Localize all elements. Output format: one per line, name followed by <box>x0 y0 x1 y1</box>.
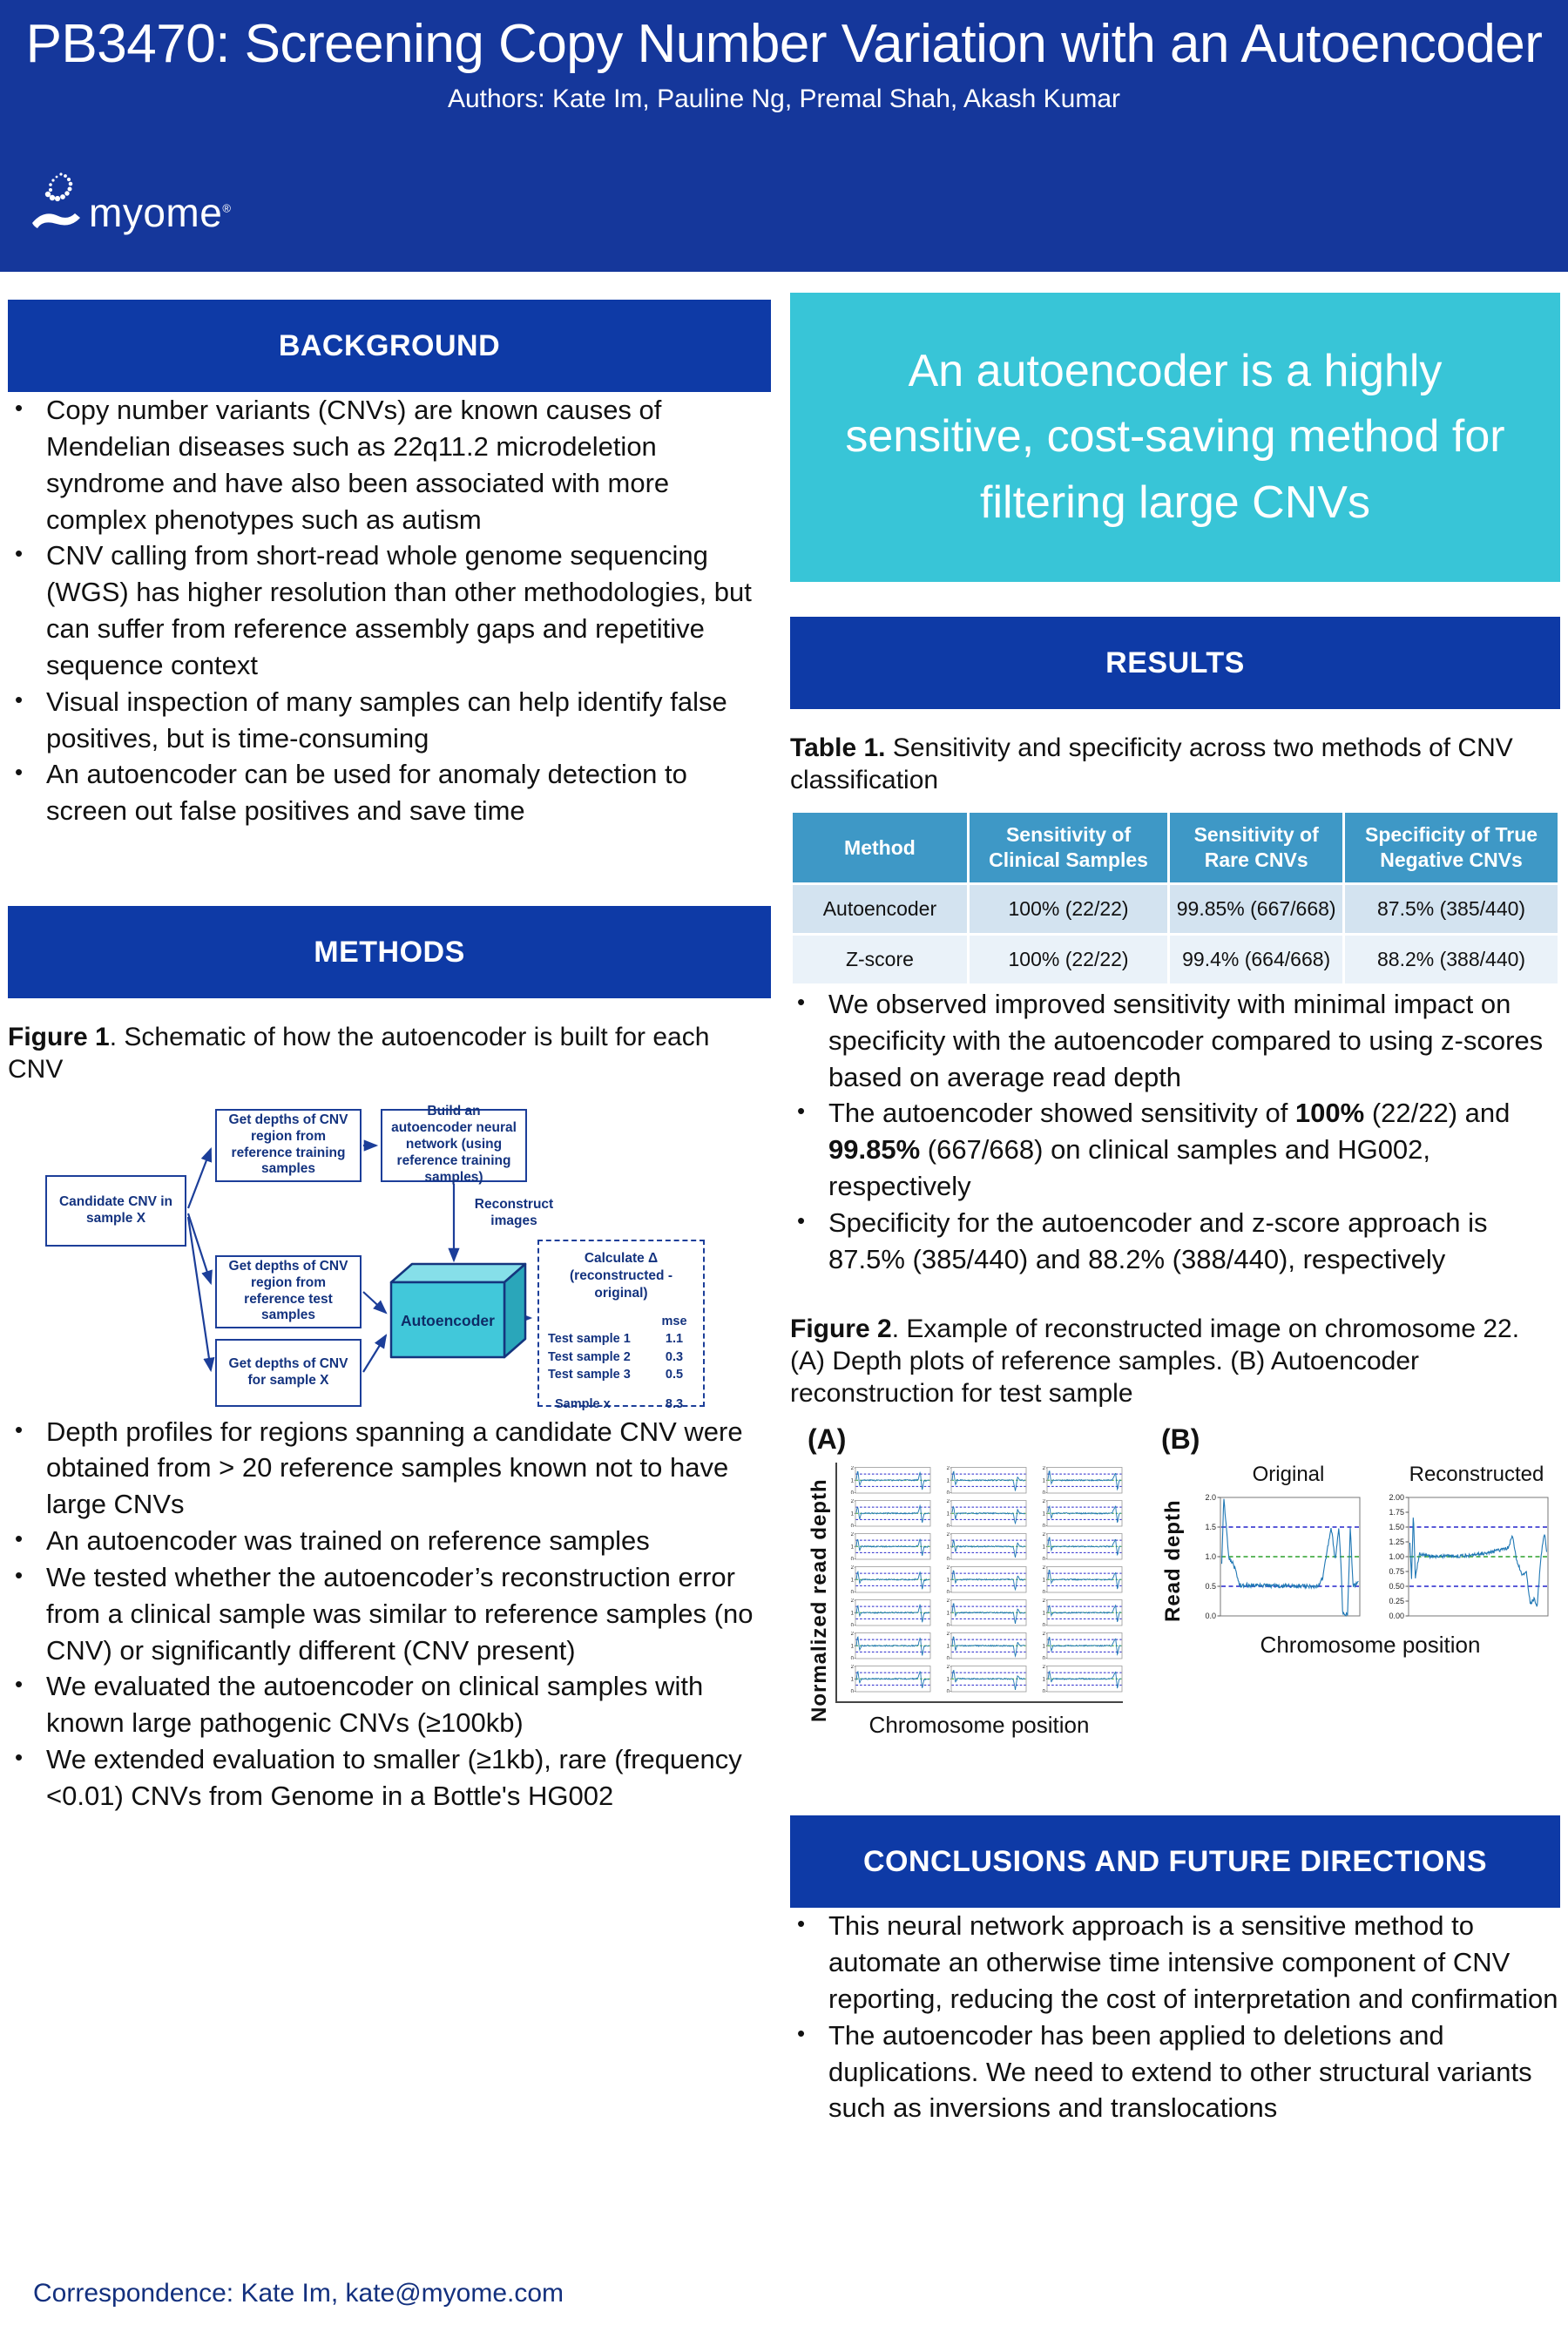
section-header-conclusions: CONCLUSIONS AND FUTURE DIRECTIONS <box>790 1815 1560 1908</box>
svg-text:1: 1 <box>850 1478 854 1484</box>
svg-text:0: 0 <box>850 1623 854 1627</box>
depth-mini-plot <box>844 1466 931 1494</box>
svg-text:1: 1 <box>946 1511 950 1517</box>
figure2-caption-label: Figure 2 <box>790 1314 892 1343</box>
svg-text:0: 0 <box>946 1557 950 1561</box>
myome-logo-text: myome® <box>89 190 232 235</box>
figure1-diagram <box>32 1098 740 1414</box>
svg-text:0: 0 <box>850 1590 854 1594</box>
depth-mini-plot <box>940 1532 1027 1560</box>
autoencoder-cube-label: Autoencoder <box>401 1311 495 1329</box>
svg-text:2: 2 <box>850 1665 854 1671</box>
svg-text:2: 2 <box>946 1532 950 1538</box>
bullet-item: • An autoencoder can be used for anomaly detection to screen out false positives and save time <box>8 756 771 829</box>
svg-text:1: 1 <box>850 1578 854 1584</box>
figure2-panels <box>808 1423 1560 1739</box>
table-cell: 100% (22/22) <box>970 885 1167 933</box>
original-plot-column <box>1189 1463 1363 1623</box>
depth-mini-plot <box>1036 1466 1123 1494</box>
panel-b-ylabel: Read depth <box>1161 1499 1185 1623</box>
table-cell: Z-score <box>793 936 967 983</box>
depth-mini-plot <box>940 1632 1027 1659</box>
table-cell: 99.85% (667/668) <box>1170 885 1342 933</box>
svg-text:0: 0 <box>946 1656 950 1660</box>
svg-text:1: 1 <box>1042 1544 1045 1551</box>
results-table <box>790 810 1560 986</box>
svg-text:1.50: 1.50 <box>1389 1523 1404 1532</box>
table-row <box>793 885 1558 933</box>
depth-mini-plot <box>1036 1499 1123 1527</box>
svg-text:1.0: 1.0 <box>1205 1552 1216 1562</box>
bullet-item: • Specificity for the autoencoder and z-score approach is 87.5% (385/440) and 88.2% (388/440), respectively <box>790 1205 1560 1278</box>
table-header-cell: Sensitivity of Clinical Samples <box>970 813 1167 882</box>
table-cell: 88.2% (388/440) <box>1345 936 1558 983</box>
reconstructed-plot-title: Reconstructed <box>1409 1463 1544 1487</box>
registered-mark: ® <box>222 201 232 215</box>
svg-text:1: 1 <box>946 1478 950 1484</box>
content-columns <box>0 272 1568 2126</box>
panel-a-label: (A) <box>808 1423 847 1456</box>
svg-text:1: 1 <box>850 1511 854 1517</box>
left-column <box>8 272 771 2126</box>
results-table-body <box>793 885 1558 983</box>
svg-text:0: 0 <box>946 1524 950 1528</box>
svg-text:1.25: 1.25 <box>1389 1538 1404 1547</box>
mse-row: Test sample 1 1.1 <box>548 1332 684 1347</box>
table-row <box>793 936 1558 983</box>
correspondence-line: Correspondence: Kate Im, kate@myome.com <box>33 2279 564 2308</box>
figure2-panel-b <box>1161 1423 1551 1739</box>
bullet-item: • Depth profiles for regions spanning a candidate CNV were obtained from > 20 reference samples known not to have large CNVs <box>8 1414 771 1524</box>
svg-text:2: 2 <box>946 1565 950 1571</box>
bullet-item: • This neural network approach is a sensitive method to automate an otherwise time intensive component of CNV reporting, reducing the cost of interpretation and confirmation <box>790 1908 1560 2017</box>
svg-text:0: 0 <box>850 1524 854 1528</box>
svg-text:0: 0 <box>946 1689 950 1693</box>
authors-line: Authors: Kate Im, Pauline Ng, Premal Shah, Akash Kumar <box>447 84 1121 114</box>
table-cell: 87.5% (385/440) <box>1345 885 1558 933</box>
svg-text:0: 0 <box>1042 1490 1045 1495</box>
svg-text:1: 1 <box>946 1644 950 1650</box>
svg-text:2: 2 <box>1042 1665 1045 1671</box>
diagram-box-training-depths: Get depths of CNV region from reference training samples <box>215 1109 362 1182</box>
svg-text:2: 2 <box>850 1565 854 1571</box>
svg-text:0: 0 <box>1042 1689 1045 1693</box>
table-header-cell: Specificity of True Negative CNVs <box>1345 813 1558 882</box>
depth-mini-plot <box>844 1499 931 1527</box>
depth-mini-plot <box>1036 1632 1123 1659</box>
svg-text:1: 1 <box>1042 1677 1045 1683</box>
svg-text:0: 0 <box>946 1623 950 1627</box>
svg-text:1.5: 1.5 <box>1205 1523 1216 1532</box>
svg-text:2: 2 <box>1042 1632 1045 1638</box>
depth-mini-plot <box>1036 1598 1123 1626</box>
svg-text:0: 0 <box>1042 1524 1045 1528</box>
original-plot <box>1189 1490 1363 1623</box>
page-title: PB3470: Screening Copy Number Variation with an Autoencoder <box>25 14 1543 74</box>
figure2-caption: Figure 2. Example of reconstructed image on chromosome 22. (A) Depth plots of reference samples. (B) Autoencoder reconstruction for test sample <box>790 1314 1520 1408</box>
calc-title-line2: (reconstructed - original) <box>570 1267 672 1301</box>
svg-text:1.75: 1.75 <box>1389 1508 1404 1517</box>
svg-text:2: 2 <box>1042 1466 1045 1472</box>
svg-text:1: 1 <box>1042 1511 1045 1517</box>
svg-text:0: 0 <box>946 1590 950 1594</box>
section-header-methods: METHODS <box>8 906 771 998</box>
reconstruct-images-label: Reconstruct images <box>474 1196 554 1228</box>
svg-text:2: 2 <box>850 1598 854 1605</box>
svg-text:1: 1 <box>946 1544 950 1551</box>
figure1-caption: Figure 1. Schematic of how the autoencoder is built for each CNV <box>8 1023 710 1085</box>
svg-text:0: 0 <box>1042 1656 1045 1660</box>
methods-bullet-list <box>8 1414 771 1815</box>
depth-mini-plot <box>844 1632 931 1659</box>
svg-text:2.0: 2.0 <box>1205 1493 1216 1503</box>
calc-title-line1: Calculate Δ <box>584 1250 659 1266</box>
table-cell: 100% (22/22) <box>970 936 1167 983</box>
svg-text:0: 0 <box>850 1490 854 1495</box>
depth-mini-plot <box>844 1665 931 1693</box>
diagram-box-candidate-cnv: Candidate CNV in sample X <box>45 1175 186 1247</box>
svg-text:0.75: 0.75 <box>1389 1567 1404 1577</box>
svg-text:0: 0 <box>1042 1557 1045 1561</box>
svg-text:1: 1 <box>850 1677 854 1683</box>
diagram-box-build-autoencoder: Build an autoencoder neural network (using reference training samples) <box>381 1109 527 1182</box>
original-plot-title: Original <box>1252 1463 1325 1487</box>
bullet-item: • We observed improved sensitivity with minimal impact on specificity with the autoencoder compared to using z-scores based on average read depth <box>790 986 1560 1096</box>
svg-text:2: 2 <box>850 1632 854 1638</box>
results-table-head <box>793 813 1558 882</box>
svg-text:0.00: 0.00 <box>1389 1612 1404 1621</box>
svg-text:2: 2 <box>850 1532 854 1538</box>
depth-mini-plot <box>844 1532 931 1560</box>
poster-header <box>0 0 1568 272</box>
svg-text:2.00: 2.00 <box>1389 1493 1404 1503</box>
svg-text:1.00: 1.00 <box>1389 1552 1404 1562</box>
reconstructed-plot <box>1377 1490 1551 1623</box>
myome-logo <box>30 169 231 236</box>
conclusions-bullet-list <box>790 1908 1560 2126</box>
panel-a-xlabel: Chromosome position <box>868 1712 1090 1739</box>
svg-text:1: 1 <box>850 1611 854 1617</box>
depth-mini-plot <box>940 1665 1027 1693</box>
section-header-background: BACKGROUND <box>8 300 771 392</box>
svg-text:2: 2 <box>946 1466 950 1472</box>
svg-text:1: 1 <box>1042 1478 1045 1484</box>
svg-text:2: 2 <box>850 1466 854 1472</box>
highlight-statement: An autoencoder is a highly sensitive, cost-saving method for filtering large CNVs <box>790 293 1560 582</box>
svg-text:0.0: 0.0 <box>1205 1612 1216 1621</box>
svg-text:0: 0 <box>946 1490 950 1495</box>
svg-text:1: 1 <box>946 1578 950 1584</box>
depth-mini-plot <box>844 1565 931 1593</box>
calculate-delta-box <box>537 1240 705 1412</box>
panel-a-ylabel: Normalized read depth <box>808 1478 831 1723</box>
depth-mini-plot <box>940 1565 1027 1593</box>
figure2-panel-a <box>808 1423 1123 1739</box>
table1-caption: Table 1. Sensitivity and specificity across two methods of CNV classification <box>790 733 1513 795</box>
table-cell: Autoencoder <box>793 885 967 933</box>
depth-mini-plot <box>1036 1565 1123 1593</box>
svg-text:1: 1 <box>1042 1611 1045 1617</box>
svg-text:2: 2 <box>850 1499 854 1505</box>
svg-text:0: 0 <box>850 1689 854 1693</box>
bullet-item: • We evaluated the autoencoder on clinical samples with known large pathogenic CNVs (≥100kb) <box>8 1668 771 1741</box>
bullet-item: • Visual inspection of many samples can help identify false positives, but is time-consuming <box>8 684 771 757</box>
svg-text:2: 2 <box>1042 1532 1045 1538</box>
section-header-results: RESULTS <box>790 617 1560 709</box>
diagram-box-samplex-depths: Get depths of CNV for sample X <box>215 1339 362 1407</box>
svg-text:0.25: 0.25 <box>1389 1597 1404 1606</box>
bullet-item: • We tested whether the autoencoder’s reconstruction error from a clinical sample was similar to reference samples (no CNV) or significantly different (CNV present) <box>8 1559 771 1669</box>
svg-text:2: 2 <box>1042 1499 1045 1505</box>
depth-mini-plot <box>1036 1532 1123 1560</box>
depth-mini-plot <box>844 1598 931 1626</box>
mse-row: Test sample 3 0.5 <box>548 1367 684 1382</box>
depth-mini-plot <box>940 1598 1027 1626</box>
background-bullet-list <box>8 392 771 829</box>
svg-text:2: 2 <box>1042 1598 1045 1605</box>
table-header-row <box>793 813 1558 882</box>
svg-text:2: 2 <box>946 1598 950 1605</box>
results-bullet-list <box>790 986 1560 1278</box>
svg-text:0: 0 <box>850 1656 854 1660</box>
panel-b-label: (B) <box>1161 1423 1200 1456</box>
reconstructed-plot-column <box>1377 1463 1551 1623</box>
svg-text:0.5: 0.5 <box>1205 1582 1216 1592</box>
mse-row-sample-x: Sample x 8.3 <box>555 1397 684 1412</box>
bullet-item: • An autoencoder was trained on reference samples <box>8 1523 771 1559</box>
svg-text:0: 0 <box>1042 1590 1045 1594</box>
bullet-item: • We extended evaluation to smaller (≥1kb), rare (frequency <0.01) CNVs from Genome in a Bottle's HG002 <box>8 1741 771 1815</box>
svg-text:1: 1 <box>1042 1578 1045 1584</box>
mse-table <box>548 1313 694 1413</box>
depth-mini-plot <box>940 1466 1027 1494</box>
bullet-item: • CNV calling from short-read whole genome sequencing (WGS) has higher resolution than other methodologies, but can suffer from reference assembly gaps and repetitive sequence context <box>8 537 771 683</box>
table-cell: 99.4% (664/668) <box>1170 936 1342 983</box>
table1-caption-label: Table 1. <box>790 733 886 762</box>
svg-text:1: 1 <box>850 1544 854 1551</box>
mse-header: mse <box>661 1314 687 1328</box>
svg-text:2: 2 <box>946 1632 950 1638</box>
bullet-item: • The autoencoder has been applied to deletions and duplications. We need to extend to other structural variants such as inversions and translocations <box>790 2017 1560 2127</box>
figure1-caption-label: Figure 1 <box>8 1023 110 1052</box>
svg-text:2: 2 <box>1042 1565 1045 1571</box>
right-column <box>790 272 1560 2126</box>
myome-hand-icon <box>30 169 87 236</box>
diagram-box-test-depths: Get depths of CNV region from reference test samples <box>215 1255 362 1328</box>
depth-mini-plot <box>940 1499 1027 1527</box>
table-header-cell: Method <box>793 813 967 882</box>
svg-text:0.50: 0.50 <box>1389 1582 1404 1592</box>
svg-text:1: 1 <box>1042 1644 1045 1650</box>
table-header-cell: Sensitivity of Rare CNVs <box>1170 813 1342 882</box>
autoencoder-cube-icon <box>388 1258 531 1365</box>
bullet-item: • The autoencoder showed sensitivity of 100% (22/22) and 99.85% (667/668) on clinical samples and HG002, respectively <box>790 1095 1560 1205</box>
svg-text:2: 2 <box>946 1665 950 1671</box>
depth-mini-plot <box>1036 1665 1123 1693</box>
reference-depth-plot-grid <box>835 1463 1123 1703</box>
svg-text:0: 0 <box>1042 1623 1045 1627</box>
svg-text:1: 1 <box>946 1611 950 1617</box>
svg-text:1: 1 <box>946 1677 950 1683</box>
panel-b-xlabel: Chromosome position <box>1260 1632 1481 1659</box>
bullet-item: • Copy number variants (CNVs) are known causes of Mendelian diseases such as 22q11.2 microdeletion syndrome and have also been associated with more complex phenotypes such as autism <box>8 392 771 537</box>
svg-text:0: 0 <box>850 1557 854 1561</box>
svg-text:2: 2 <box>946 1499 950 1505</box>
mse-row: Test sample 2 0.3 <box>548 1349 684 1364</box>
svg-text:1: 1 <box>850 1644 854 1650</box>
